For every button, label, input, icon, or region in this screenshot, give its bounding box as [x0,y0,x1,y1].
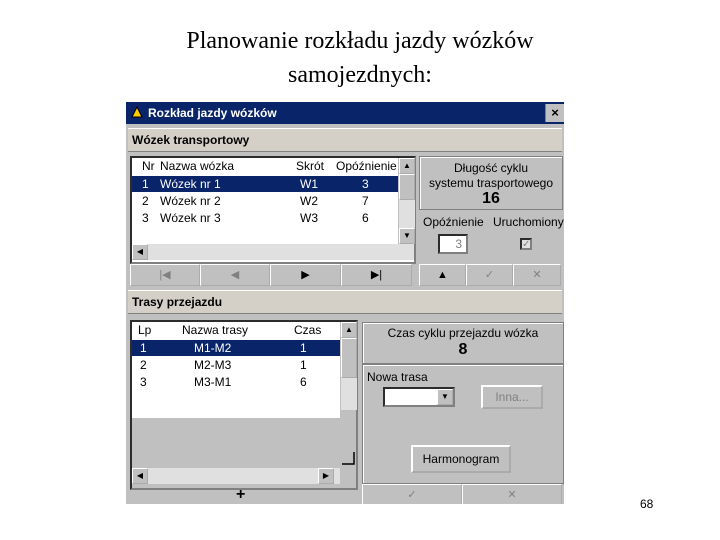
system-cycle-value: 16 [482,190,500,207]
cycle-cancel-button[interactable]: ✕ [513,264,561,286]
routes-table[interactable] [130,320,358,490]
route-cell-lp: 1 [140,341,147,355]
cycle-up-button[interactable]: ▲ [419,264,466,286]
route-cell-lp: 3 [140,375,147,389]
running-checkbox[interactable]: ✓ [522,239,531,250]
route-cancel-button[interactable]: ✕ [462,484,562,504]
route-cell-name: M3-M1 [194,375,232,389]
vehicle-cell-name: Wózek nr 1 [160,177,221,191]
window-title: Rozkład jazdy wózków [148,106,277,120]
routes-group-header [128,290,562,314]
new-route-dropdown[interactable] [383,387,455,407]
route-cell-time: 6 [300,375,307,389]
nav-next-button[interactable]: ▶ [270,264,341,286]
vehicles-group-header [128,128,562,152]
table-row[interactable] [132,340,340,356]
vehicle-cell-nr: 1 [142,177,149,191]
vehicle-cell-delay: 3 [362,177,369,191]
route-navigator [362,484,562,504]
add-route-icon[interactable]: + [236,486,246,503]
nav-prev-button[interactable]: ◀ [200,264,270,286]
col-nr[interactable]: Nr [142,159,155,173]
routes-vscroll[interactable] [340,322,357,410]
route-cell-time: 1 [300,341,307,355]
col-abbr[interactable]: Skrót [296,159,325,173]
nav-last-button[interactable]: ▶| [341,264,412,286]
route-ok-button[interactable]: ✓ [362,484,462,504]
other-route-button[interactable]: Inna... [481,385,543,409]
routes-table-header [132,322,340,338]
running-label: Uruchomiony [493,215,564,229]
trip-cycle-label: Czas cyklu przejazdu wózka [387,326,539,340]
col-route-name[interactable]: Nazwa trasy [182,323,249,337]
vehicles-group-title: Wózek transportowy [132,133,250,147]
table-row[interactable] [132,210,398,226]
vehicle-cell-delay: 6 [362,211,369,225]
close-icon[interactable]: × [545,104,564,122]
scroll-thumb[interactable] [399,174,415,200]
vehicles-table[interactable] [130,156,416,264]
routes-group-title: Trasy przejazdu [132,295,223,309]
vehicles-navigator [130,264,412,286]
size-grip [340,450,356,466]
vehicle-cell-abbr: W1 [300,177,318,191]
trip-cycle-panel [362,322,564,364]
vehicle-cell-nr: 2 [142,194,149,208]
new-route-panel [362,364,564,484]
route-cell-name: M1-M2 [194,341,232,355]
scroll-up-icon[interactable]: ▲ [399,158,415,174]
vehicles-vscroll[interactable] [398,158,415,244]
route-cell-name: M2-M3 [194,358,232,372]
table-row[interactable] [132,176,398,192]
trip-cycle-value: 8 [458,341,468,358]
routes-scroll-left-icon[interactable]: ◀ [132,468,148,484]
vehicle-cell-name: Wózek nr 2 [160,194,221,208]
app-icon [130,105,144,119]
routes-scroll-right-icon[interactable]: ▶ [318,468,334,484]
schedule-button[interactable]: Harmonogram [411,445,511,473]
scroll-left-icon[interactable]: ◀ [132,244,148,260]
window-titlebar[interactable] [126,102,564,124]
routes-hscroll[interactable] [132,468,340,484]
table-row[interactable] [132,357,340,373]
system-cycle-panel [419,156,563,210]
slide-title-line1: Planowanie rozkładu jazdy wózków [186,28,534,54]
table-row[interactable] [132,374,340,390]
route-cell-time: 1 [300,358,307,372]
vehicles-table-header [132,158,398,174]
col-time[interactable]: Czas [294,323,322,337]
col-delay[interactable]: Opóźnienie [336,159,397,173]
chevron-down-icon[interactable]: ▼ [437,389,453,405]
delay-input[interactable]: 3 [438,234,468,254]
cycle-navigator [419,264,561,286]
new-route-label: Nowa trasa [367,370,428,384]
nav-first-button[interactable]: |◀ [130,264,200,286]
page-number: 68 [640,497,654,511]
vehicle-cell-name: Wózek nr 3 [160,211,221,225]
delay-label: Opóźnienie [423,215,484,229]
table-row[interactable] [132,193,398,209]
route-cell-lp: 2 [140,358,147,372]
col-vehicle-name[interactable]: Nazwa wózka [160,159,235,173]
vehicle-cell-abbr: W2 [300,194,318,208]
vehicle-cell-delay: 7 [362,194,369,208]
cycle-ok-button[interactable]: ✓ [466,264,513,286]
vehicles-hscroll[interactable] [132,244,414,260]
col-lp[interactable]: Lp [138,323,152,337]
vehicle-cell-abbr: W3 [300,211,318,225]
scroll-down-icon[interactable]: ▼ [399,228,415,244]
system-cycle-label-2: systemu trasportowego [428,176,554,190]
routes-scroll-thumb[interactable] [341,338,357,378]
slide-title-line2: samojezdnych: [288,62,432,88]
vehicle-cell-nr: 3 [142,211,149,225]
system-cycle-label-1: Długość cyklu [453,161,529,175]
schedule-window [126,102,564,504]
routes-scroll-up-icon[interactable]: ▲ [341,322,357,338]
